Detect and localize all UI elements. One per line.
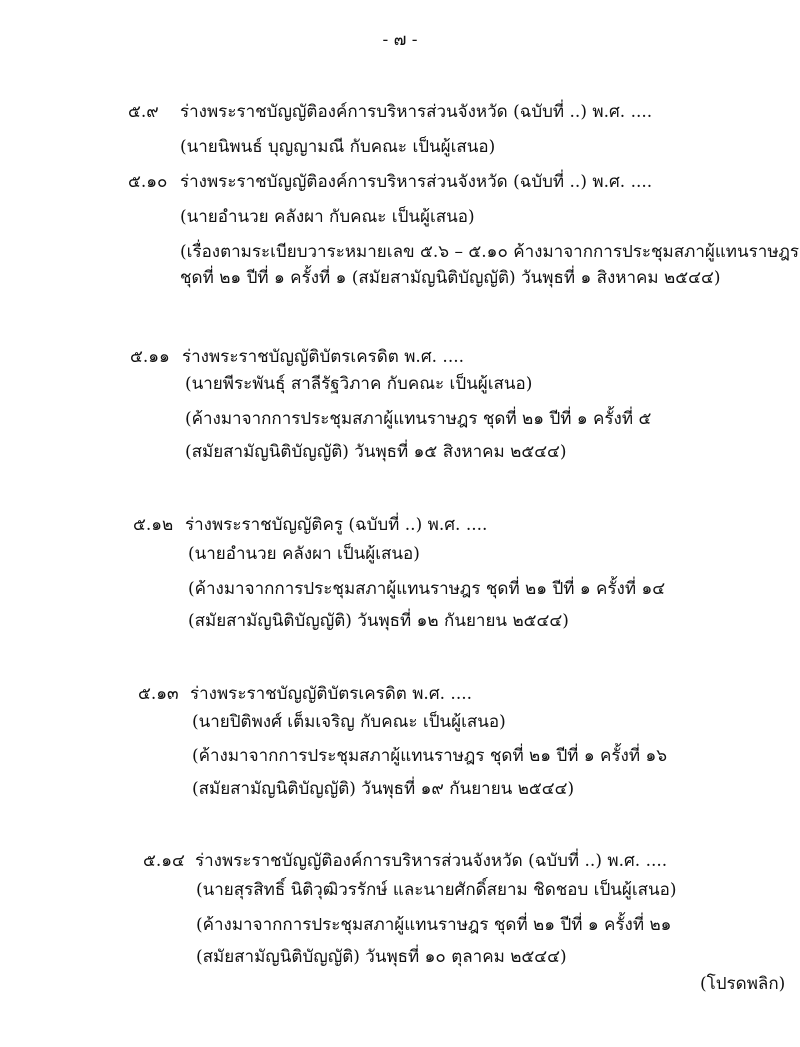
item-detail: (สมัยสามัญนิติบัญญัติ) วันพุธที่ ๑๒ กันยายน ๒๕๔๔) (188, 611, 569, 631)
continue-note: (โปรดพลิก) (700, 974, 786, 994)
item-number: ๕.๑๔ (143, 851, 185, 871)
agenda-item-title (143, 847, 667, 874)
page-number: - ๗ - (382, 30, 418, 50)
item-detail: (สมัยสามัญนิติบัญญัติ) วันพุธที่ ๑๐ ตุลาคม ๒๕๔๔) (196, 947, 567, 967)
agenda-item-title (128, 168, 652, 195)
item-number: ๕.๑๑ (130, 347, 170, 367)
item-detail: (ค้างมาจากการประชุมสภาผู้แทนราษฎร ชุดที่ ๒๑ ปีที่ ๑ ครั้งที่ ๑๔ (188, 579, 666, 599)
item-detail: (นายสุรสิทธิ์ นิติวุฒิวรรักษ์ และนายศักดิ์สยาม ชิดชอบ เป็นผู้เสนอ) (196, 880, 677, 900)
item-title: ร่างพระราชบัญญัติบัตรเครดิต พ.ศ. .... (190, 684, 473, 704)
item-title: ร่างพระราชบัญญัติครู (ฉบับที่ ..) พ.ศ. .... (185, 515, 488, 535)
item-number: ๕.๑๒ (133, 515, 174, 535)
item-detail: (นายนิพนธ์ บุญญามณี กับคณะ เป็นผู้เสนอ) (180, 137, 496, 157)
agenda-item-title (133, 511, 487, 538)
item-number: ๕.๑๓ (138, 684, 179, 704)
item-title: ร่างพระราชบัญญัติองค์การบริหารส่วนจังหวัด (ฉบับที่ ..) พ.ศ. .... (180, 172, 653, 192)
item-detail: (นายปิติพงศ์ เต็มเจริญ กับคณะ เป็นผู้เสนอ) (192, 712, 506, 732)
item-detail: ชุดที่ ๒๑ ปีที่ ๑ ครั้งที่ ๑ (สมัยสามัญนิติบัญญัติ) วันพุธที่ ๑ สิงหาคม ๒๕๔๔) (180, 268, 721, 288)
item-number: ๕.๙ (128, 102, 159, 122)
item-detail: (นายอำนวย คลังผา เป็นผู้เสนอ) (188, 544, 420, 564)
item-detail: (สมัยสามัญนิติบัญญัติ) วันพุธที่ ๑๙ กันยายน ๒๕๔๔) (192, 779, 575, 799)
item-detail: (ค้างมาจากการประชุมสภาผู้แทนราษฎร ชุดที่ ๒๑ ปีที่ ๑ ครั้งที่ ๑๖ (192, 746, 668, 766)
item-title: ร่างพระราชบัญญัติองค์การบริหารส่วนจังหวัด (ฉบับที่ ..) พ.ศ. .... (180, 102, 653, 122)
item-detail: (ค้างมาจากการประชุมสภาผู้แทนราษฎร ชุดที่ ๒๑ ปีที่ ๑ ครั้งที่ ๕ (185, 409, 652, 429)
item-detail: (ค้างมาจากการประชุมสภาผู้แทนราษฎร ชุดที่ ๒๑ ปีที่ ๑ ครั้งที่ ๒๑ (196, 915, 672, 935)
item-detail: (นายพีระพันธุ์ สาลีรัฐวิภาค กับคณะ เป็นผู้เสนอ) (185, 374, 533, 394)
item-number: ๕.๑๐ (128, 172, 168, 192)
agenda-item-title (138, 680, 472, 707)
item-detail: (สมัยสามัญนิติบัญญัติ) วันพุธที่ ๑๕ สิงหาคม ๒๕๔๔) (185, 442, 567, 462)
agenda-item-title (130, 343, 464, 370)
item-detail: (เรื่องตามระเบียบวาระหมายเลข ๕.๖ – ๕.๑๐ ค้างมาจากการประชุมสภาผู้แทนราษฎร (180, 242, 800, 262)
agenda-item-title (128, 98, 652, 125)
item-title: ร่างพระราชบัญญัติองค์การบริหารส่วนจังหวัด (ฉบับที่ ..) พ.ศ. .... (195, 851, 668, 871)
item-title: ร่างพระราชบัญญัติบัตรเครดิต พ.ศ. .... (182, 347, 465, 367)
item-detail: (นายอำนวย คลังผา กับคณะ เป็นผู้เสนอ) (180, 207, 475, 227)
